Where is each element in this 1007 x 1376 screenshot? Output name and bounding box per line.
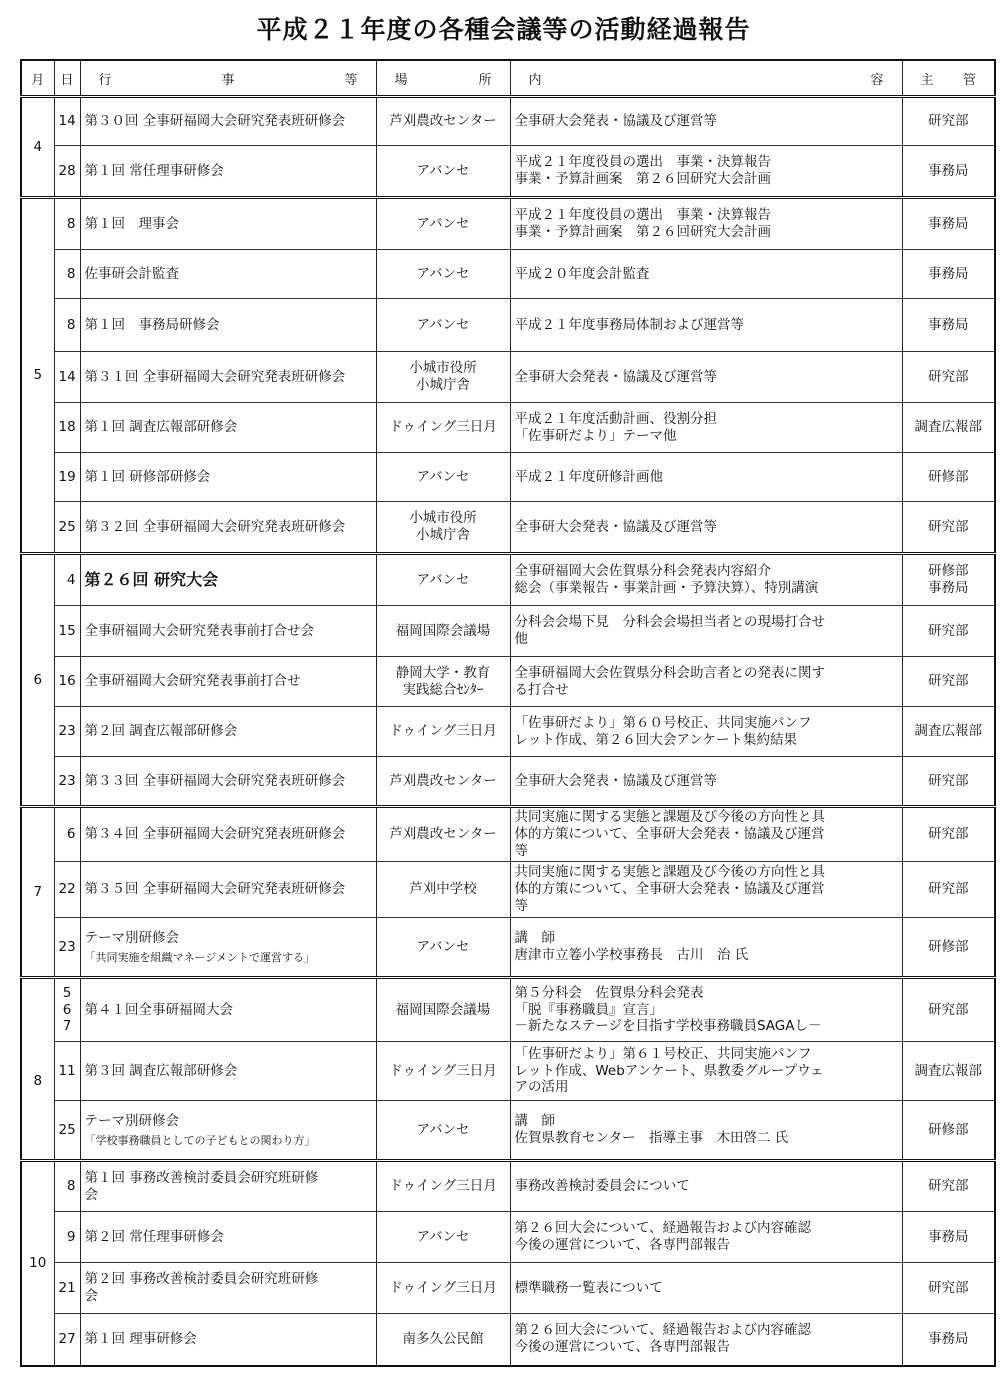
organizer-cell: 研究部: [902, 978, 995, 1042]
header-organizer: 主 管: [902, 60, 995, 97]
event-subtitle: 「共同実施を組織マネージメントで運営する」: [84, 950, 315, 964]
organizer-cell: 調査広報部: [902, 1042, 995, 1101]
organizer-cell: 研修部: [902, 918, 995, 978]
content-cell: 平成２１年度役員の選出 事業・決算報告 事業・予算計画案 第２６回研究大会計画: [510, 198, 902, 250]
event-cell: 第１回 理事研修会: [80, 1314, 376, 1366]
table-row: [21, 1161, 995, 1212]
table-row: [21, 453, 995, 502]
table-row: [21, 757, 995, 807]
place-cell: ドゥイング三日月: [376, 403, 510, 453]
place-cell: アバンセ: [376, 1212, 510, 1263]
event-cell: 第１回 常任理事研修会: [80, 146, 376, 198]
table-row: [21, 198, 995, 250]
content-cell: 平成２１年度役員の選出 事業・決算報告 事業・予算計画案 第２６回研究大会計画: [510, 146, 902, 198]
month-cell: 6: [21, 554, 54, 807]
place-cell: アバンセ: [376, 198, 510, 250]
day-cell: 9: [54, 1212, 80, 1263]
content-cell: 共同実施に関する実態と課題及び今後の方向性と具 体的方策について、全事研大会発表・協議及び運営 等: [510, 807, 902, 862]
day-cell: 14: [54, 97, 80, 146]
content-cell: 全事研大会発表・協議及び運営等: [510, 757, 902, 807]
place-cell: 小城市役所 小城庁舎: [376, 502, 510, 554]
content-cell: 第２６回大会について、経過報告および内容確認 今後の運営について、各専門部報告: [510, 1314, 902, 1366]
event-cell: 第４１回全事研福岡大会: [80, 978, 376, 1042]
organizer-cell: 研究部: [902, 1161, 995, 1212]
place-cell: アバンセ: [376, 250, 510, 299]
organizer-cell: 研究部: [902, 97, 995, 146]
content-cell: 全事研福岡大会佐賀県分科会発表内容紹介 総会（事業報告・事業計画・予算決算）、特別講演: [510, 554, 902, 606]
event-cell: 第３回 調査広報部研修会: [80, 1042, 376, 1101]
content-cell: 平成２０年度会計監査: [510, 250, 902, 299]
organizer-cell: 研究部: [902, 757, 995, 807]
table-row: [21, 807, 995, 862]
content-cell: 第５分科会 佐賀県分科会発表 「脱『事務職員』宣言」 －新たなステージを目指す学校事務職員SAGAし－: [510, 978, 902, 1042]
table-row: [21, 657, 995, 707]
place-cell: 芦刈中学校: [376, 862, 510, 918]
content-cell: 「佐事研だより」第６１号校正、共同実施パンフ レット作成、Webアンケート、県教委グループウェ アの活用: [510, 1042, 902, 1101]
organizer-cell: 研究部: [902, 862, 995, 918]
month-cell: 10: [21, 1161, 54, 1366]
event-cell: 全事研福岡大会研究発表事前打合せ: [80, 657, 376, 707]
table-row: [21, 146, 995, 198]
day-cell: 14: [54, 352, 80, 403]
organizer-cell: 調査広報部: [902, 403, 995, 453]
event-cell: [80, 918, 376, 978]
place-cell: 福岡国際会議場: [376, 978, 510, 1042]
table-row: [21, 1314, 995, 1366]
content-cell: 標準職務一覧表について: [510, 1263, 902, 1314]
content-cell: 共同実施に関する実態と課題及び今後の方向性と具 体的方策について、全事研大会発表・協議及び運営 等: [510, 862, 902, 918]
organizer-cell: 事務局: [902, 250, 995, 299]
event-cell: [80, 1101, 376, 1161]
place-cell: 芦刈農改センター: [376, 807, 510, 862]
place-cell: アバンセ: [376, 1101, 510, 1161]
content-cell: 分科会会場下見 分科会会場担当者との現場打合せ 他: [510, 606, 902, 657]
month-cell: 4: [21, 97, 54, 198]
organizer-cell: 研修部: [902, 453, 995, 502]
content-cell: 全事研大会発表・協議及び運営等: [510, 502, 902, 554]
place-cell: 芦刈農改センター: [376, 757, 510, 807]
organizer-cell: 研修部 事務局: [902, 554, 995, 606]
day-cell: 8: [54, 1161, 80, 1212]
content-cell: 事務改善検討委員会について: [510, 1161, 902, 1212]
header-place: 場 所: [376, 60, 510, 97]
event-title: テーマ別研修会: [84, 929, 179, 946]
organizer-cell: 研究部: [902, 606, 995, 657]
content-cell: 全事研大会発表・協議及び運営等: [510, 352, 902, 403]
place-cell: ドゥイング三日月: [376, 1042, 510, 1101]
table-row: [21, 554, 995, 606]
month-cell: 5: [21, 198, 54, 554]
event-cell: 第３０回 全事研福岡大会研究発表班研修会: [80, 97, 376, 146]
content-cell: 第２６回大会について、経過報告および内容確認 今後の運営について、各専門部報告: [510, 1212, 902, 1263]
table-row: [21, 918, 995, 978]
month-cell: 8: [21, 978, 54, 1161]
table-row: [21, 606, 995, 657]
table-row: [21, 502, 995, 554]
day-cell: 8: [54, 250, 80, 299]
organizer-cell: 研究部: [902, 657, 995, 707]
event-cell: 第２回 調査広報部研修会: [80, 707, 376, 757]
day-cell: 28: [54, 146, 80, 198]
header-content: 内 容: [510, 60, 902, 97]
day-cell: 16: [54, 657, 80, 707]
event-cell: 全事研福岡大会研究発表事前打合せ会: [80, 606, 376, 657]
page-title: 平成２１年度の各種会議等の活動経過報告: [256, 15, 751, 44]
table-row: [21, 1101, 995, 1161]
table-row: [21, 978, 995, 1042]
event-cell: 第３１回 全事研福岡大会研究発表班研修会: [80, 352, 376, 403]
event-cell: 第１回 研修部研修会: [80, 453, 376, 502]
place-cell: アバンセ: [376, 146, 510, 198]
event-subtitle: 「学校事務職員としての子どもとの関わり方」: [84, 1133, 316, 1147]
header-row: [21, 60, 995, 97]
place-cell: アバンセ: [376, 299, 510, 352]
organizer-cell: 研究部: [902, 1263, 995, 1314]
day-cell: 8: [54, 198, 80, 250]
organizer-cell: 研究部: [902, 502, 995, 554]
content-cell: 平成２１年度研修計画他: [510, 453, 902, 502]
day-cell: 18: [54, 403, 80, 453]
day-cell: 6: [54, 807, 80, 862]
event-cell: 第３２回 全事研福岡大会研究発表班研修会: [80, 502, 376, 554]
table-row: [21, 1212, 995, 1263]
day-cell: 23: [54, 757, 80, 807]
day-cell: 22: [54, 862, 80, 918]
organizer-cell: 調査広報部: [902, 707, 995, 757]
organizer-cell: 研究部: [902, 807, 995, 862]
place-cell: 芦刈農改センター: [376, 97, 510, 146]
event-title: テーマ別研修会: [84, 1112, 179, 1129]
day-cell: 25: [54, 1101, 80, 1161]
place-cell: 小城市役所 小城庁舎: [376, 352, 510, 403]
header-month: 月: [21, 60, 54, 97]
content-cell: 全事研福岡大会佐賀県分科会助言者との発表に関す る打合せ: [510, 657, 902, 707]
day-cell: 27: [54, 1314, 80, 1366]
day-cell: 19: [54, 453, 80, 502]
event-cell: 第２回 常任理事研修会: [80, 1212, 376, 1263]
place-cell: ドゥイング三日月: [376, 1263, 510, 1314]
event-cell: 第１回 事務局研修会: [80, 299, 376, 352]
event-cell: 第２回 事務改善検討委員会研究班研修 会: [80, 1263, 376, 1314]
table-row: [21, 352, 995, 403]
organizer-cell: 事務局: [902, 146, 995, 198]
organizer-cell: 事務局: [902, 198, 995, 250]
content-cell: 講 師 唐津市立箞小学校事務長 古川 治 氏: [510, 918, 902, 978]
event-cell: 第１回 調査広報部研修会: [80, 403, 376, 453]
table-row: [21, 403, 995, 453]
day-cell: 25: [54, 502, 80, 554]
event-cell: 佐事研会計監査: [80, 250, 376, 299]
day-cell: 21: [54, 1263, 80, 1314]
day-cell: 8: [54, 299, 80, 352]
event-cell: 第１回 理事会: [80, 198, 376, 250]
table-row: [21, 1042, 995, 1101]
event-cell: 第３４回 全事研福岡大会研究発表班研修会: [80, 807, 376, 862]
day-cell: 15: [54, 606, 80, 657]
content-cell: 平成２１年度活動計画、役割分担 「佐事研だより」テーマ他: [510, 403, 902, 453]
day-cell: 23: [54, 707, 80, 757]
place-cell: ドゥイング三日月: [376, 707, 510, 757]
event-cell: 第３５回 全事研福岡大会研究発表班研修会: [80, 862, 376, 918]
place-cell: 福岡国際会議場: [376, 606, 510, 657]
content-cell: 平成２１年度事務局体制および運営等: [510, 299, 902, 352]
event-cell: 第２６回 研究大会: [80, 554, 376, 606]
place-cell: 静岡大学・教育 実践総合ｾﾝﾀｰ: [376, 657, 510, 707]
place-cell: アバンセ: [376, 918, 510, 978]
organizer-cell: 事務局: [902, 1314, 995, 1366]
table-row: [21, 707, 995, 757]
day-cell: 11: [54, 1042, 80, 1101]
content-cell: 「佐事研だより」第６０号校正、共同実施パンフ レット作成、第２６回大会アンケート集約結果: [510, 707, 902, 757]
organizer-cell: 研究部: [902, 352, 995, 403]
table-row: [21, 1263, 995, 1314]
organizer-cell: 研修部: [902, 1101, 995, 1161]
activity-report-table: [20, 59, 996, 1367]
table-row: [21, 250, 995, 299]
place-cell: ドゥイング三日月: [376, 1161, 510, 1212]
event-cell: 第３３回 全事研福岡大会研究発表班研修会: [80, 757, 376, 807]
content-cell: 講 師 佐賀県教育センター 指導主事 木田啓二 氏: [510, 1101, 902, 1161]
place-cell: アバンセ: [376, 554, 510, 606]
day-cell: 23: [54, 918, 80, 978]
organizer-cell: 事務局: [902, 299, 995, 352]
organizer-cell: 事務局: [902, 1212, 995, 1263]
place-cell: アバンセ: [376, 453, 510, 502]
content-cell: 全事研大会発表・協議及び運営等: [510, 97, 902, 146]
month-cell: 7: [21, 807, 54, 978]
event-cell: 第１回 事務改善検討委員会研究班研修 会: [80, 1161, 376, 1212]
header-event: 行 事 等: [80, 60, 376, 97]
day-cell: 5 6 7: [54, 978, 80, 1042]
table-row: [21, 97, 995, 146]
table-row: [21, 862, 995, 918]
day-cell: 4: [54, 554, 80, 606]
table-row: [21, 299, 995, 352]
place-cell: 南多久公民館: [376, 1314, 510, 1366]
header-day: 日: [54, 60, 80, 97]
